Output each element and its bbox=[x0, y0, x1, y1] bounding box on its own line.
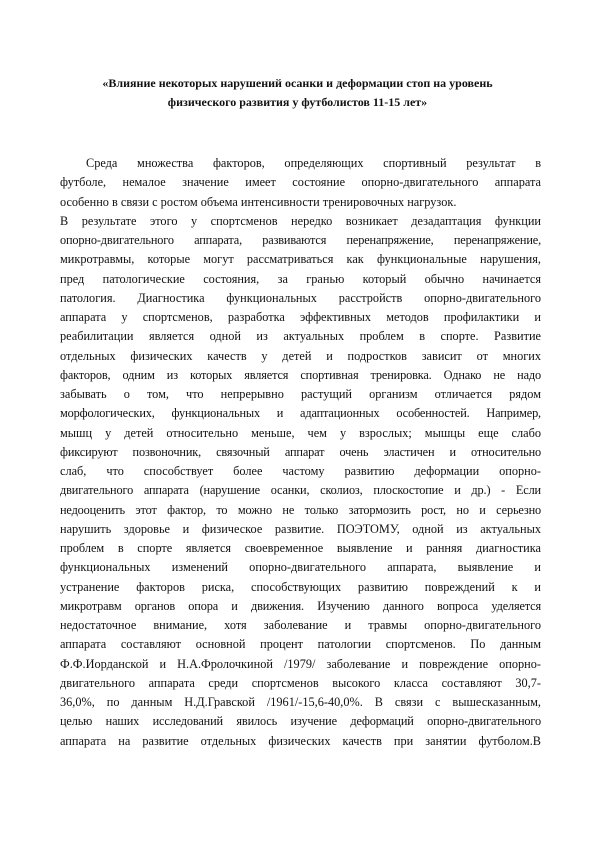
body-line: микротравмы, которые могут рассматриваться как функциональные нарушения, bbox=[60, 252, 541, 267]
body-line: слаб, что способствует более частому развитию деформации опорно- bbox=[60, 464, 541, 478]
document-title bbox=[60, 74, 535, 112]
title-line-1: «Влияние некоторых нарушений осанки и деформации стоп на уровень bbox=[102, 76, 493, 90]
body-line: футболе, немалое значение имеет состояние опорно-двигательного аппарата bbox=[60, 175, 541, 190]
body-line: отдельных физических качеств у детей и подростков зависит от многих bbox=[60, 348, 541, 363]
body-line: устранение факторов риска, способствующих развитию повреждений к и bbox=[60, 579, 541, 594]
body-line: целью наших исследований явилось изучение деформаций опорно-двигательного bbox=[60, 714, 541, 729]
body-line: Среда множества факторов, определяющих спортивный результат в bbox=[86, 156, 541, 170]
body-line: мышц у детей относительно меньше, чем у взрослых; мышцы еще слабо bbox=[60, 425, 541, 440]
body-line: недооценить этот фактор, то можно не только затормозить рост, но и серьезно bbox=[60, 502, 541, 517]
body-line: пред патологические состояния, за гранью который обычно начинается bbox=[60, 271, 541, 286]
body-line: двигательного аппарата среди спортсменов высокого класса составляют 30,7- bbox=[60, 675, 541, 690]
body-line: патология. Диагностика функциональных расстройств опорно-двигательного bbox=[60, 290, 541, 305]
body-line: Ф.Ф.Иорданской и Н.А.Фролочкиной /1979/ заболевание и повреждение опорно- bbox=[60, 656, 541, 671]
body-line: двигательного аппарата (нарушение осанки, сколиоз, плоскостопие и др.) - Если bbox=[60, 483, 541, 498]
body-line: аппарата на развитие отдельных физических качеств при занятии футболом.В bbox=[60, 733, 541, 748]
body-line: особенно в связи с ростом объема интенсивности тренировочных нагрузок. bbox=[60, 194, 457, 209]
body-line: опорно-двигательного аппарата, развиваются перенапряжение, перенапряжение, bbox=[60, 233, 541, 247]
body-line: морфологических, функциональных и адаптационных особенностей. Например, bbox=[60, 406, 541, 421]
body-line: недостаточное внимание, хотя заболевание и травмы опорно-двигательного bbox=[60, 618, 541, 632]
body-line: 36,0%, по данным Н.Д.Гравской /1961/-15,6-40,0%. В связи с вышесказанным, bbox=[60, 695, 541, 709]
body-line: аппарата у спортсменов, разработка эффективных методов профилактики и bbox=[60, 310, 541, 324]
body-line: функциональных изменений опорно-двигательного аппарата, выявление и bbox=[60, 560, 541, 575]
body-line: реабилитации является одной из актуальных проблем в спорте. Развитие bbox=[60, 329, 541, 344]
body-line: нарушить здоровье и физическое развитие. ПОЭТОМУ, одной из актуальных bbox=[60, 521, 541, 536]
body-line: В результате этого у спортсменов нередко возникает дезадаптация функции bbox=[60, 213, 541, 228]
body-line: проблем в спорте является своевременное выявление и ранняя диагностика bbox=[60, 541, 541, 555]
title-line-2: физического развития у футболистов 11-15 лет» bbox=[167, 95, 428, 109]
body-line: фиксируют позвоночник, связочный аппарат очень эластичен и относительно bbox=[60, 444, 541, 459]
body-line: микротравм органов опора и движения. Изучению данного вопроса уделяется bbox=[60, 598, 541, 613]
body-line: факторов, одним из которых является спортивная тренировка. Однако не надо bbox=[60, 367, 541, 382]
body-line: аппарата составляют основной процент патологии спортсменов. По данным bbox=[60, 637, 541, 652]
body-text bbox=[60, 154, 541, 751]
body-line: забывать о том, что непрерывно растущий организм отличается рядом bbox=[60, 387, 541, 401]
